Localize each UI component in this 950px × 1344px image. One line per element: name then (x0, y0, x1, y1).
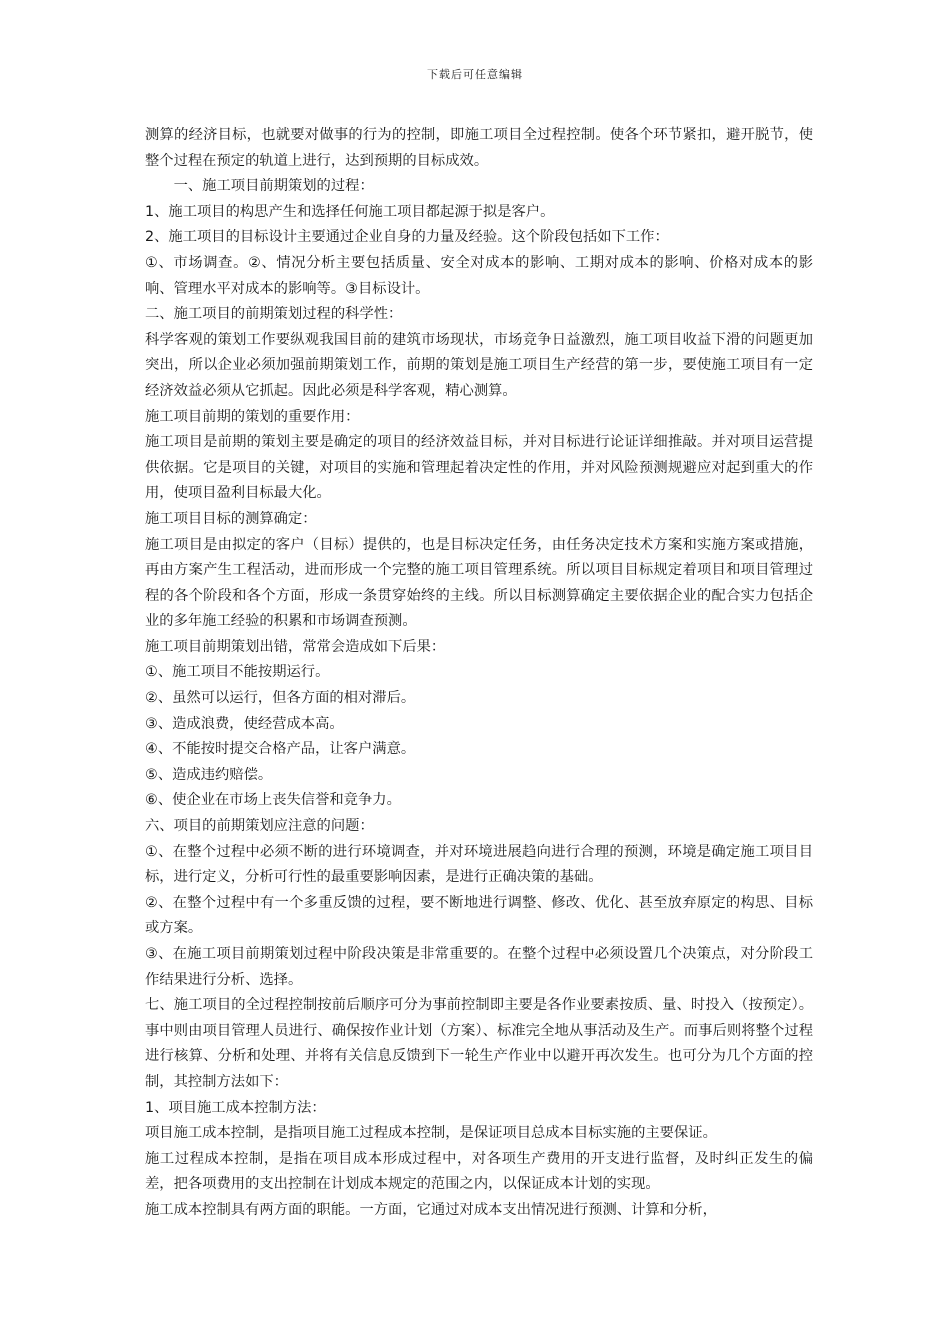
list-item: 1、施工项目的构思产生和选择任何施工项目都起源于拟是客户。 (145, 203, 555, 220)
section-heading-6: 六、项目的前期策划应注意的问题： (145, 818, 374, 835)
paragraph: ①、市场调查。②、情况分析主要包括质量、安全对成本的影响、工期对成本的影响、价格对成本的影响、管理水平对成本的影响等。③目标设计。 (145, 254, 813, 297)
list-item: 2、施工项目的目标设计主要通过企业自身的力量及经验。这个阶段包括如下工作： (145, 229, 669, 246)
paragraph: 施工项目是前期的策划主要是确定的项目的经济效益目标，并对目标进行论证详细推敲。并对项目运营提供依据。它是项目的关键，对项目的实施和管理起着决定性的作用，并对风险预测规避应对起到重大的作用，使项目盈利目标最大化。 (145, 434, 813, 502)
list-item: ①、在整个过程中必须不断的进行环境调查，并对环境进展趋向进行合理的预测，环境是确定施工项目目标，进行定义，分析可行性的最重要影响因素，是进行正确决策的基础。 (145, 843, 813, 886)
paragraph: 施工成本控制具有两方面的职能。一方面，它通过对成本支出情况进行预测、计算和分析， (145, 1201, 717, 1218)
paragraph: 科学客观的策划工作要纵观我国目前的建筑市场现状，市场竞争日益激烈，施工项目收益下滑的问题更加突出，所以企业必须加强前期策划工作，前期的策划是施工项目生产经营的第一步，要使施工项目有一定经济效益必须从它抓起。因此必须是科学客观，精心测算。 (145, 331, 813, 399)
list-item: ③、在施工项目前期策划过程中阶段决策是非常重要的。在整个过程中必须设置几个决策点，对分阶段工作结果进行分析、选择。 (145, 946, 813, 988)
section-heading-2: 二、施工项目的前期策划过程的科学性： (145, 306, 403, 323)
list-item: ②、在整个过程中有一个多重反馈的过程，要不断地进行调整、修改、优化、甚至放弃原定的构思、目标或方案。 (145, 894, 813, 937)
page-header: 下载后可任意编辑 (427, 68, 523, 81)
list-item: ⑤、造成违约赔偿。 (145, 766, 273, 783)
list-item: ⑥、使企业在市场上丧失信誉和竞争力。 (145, 792, 401, 809)
subheading: 1、项目施工成本控制方法： (145, 1099, 326, 1116)
document-body (145, 123, 813, 1224)
list-item: ③、造成浪费，使经营成本高。 (145, 715, 344, 732)
paragraph: 施工过程成本控制，是指在项目成本形成过程中，对各项生产费用的开支进行监督，及时纠正发生的偏差，把各项费用的支出控制在计划成本规定的范围之内，以保证成本计划的实现。 (145, 1150, 813, 1193)
section-heading-7: 七、施工项目的全过程控制按前后顺序可分为事前控制即主要是各作业要素按质、量、时投入（按预定）。事中则由项目管理人员进行、确保按作业计划（方案）、标准完全地从事活动及生产。而事后则将整个过程进行核算、分析和处理、并将有关信息反馈到下一轮生产作业中以避开再次发生。也可分为几个方面的控制，其控制方法如下： (145, 997, 813, 1090)
subheading: 施工项目前期的策划的重要作用： (145, 408, 360, 425)
list-item: ①、施工项目不能按期运行。 (145, 664, 330, 681)
paragraph: 施工项目是由拟定的客户（目标）提供的，也是目标决定任务，由任务决定技术方案和实施方案或措施，再由方案产生工程活动，进而形成一个完整的施工项目管理系统。所以项目目标规定着项目和项目管理过程的各个阶段和各个方面，形成一条贯穿始终的主线。所以目标测算确定主要依据企业的配合实力包括企业的多年施工经验的积累和市场调查预测。 (145, 536, 813, 630)
paragraph: 项目施工成本控制，是指项目施工过程成本控制，是保证项目总成本目标实施的主要保证。 (145, 1125, 717, 1142)
paragraph-continuation: 测算的经济目标，也就要对做事的行为的控制，即施工项目全过程控制。使各个环节紧扣，避开脱节，使整个过程在预定的轨道上进行，达到预期的目标成效。 (145, 127, 813, 169)
list-item: ④、不能按时提交合格产品，让客户满意。 (145, 741, 416, 758)
subheading: 施工项目目标的测算确定： (145, 510, 317, 527)
list-item: ②、虽然可以运行，但各方面的相对滞后。 (145, 690, 416, 707)
subheading: 施工项目前期策划出错，常常会造成如下后果： (145, 638, 446, 655)
section-heading-1: 一、施工项目前期策划的过程： (173, 178, 374, 195)
